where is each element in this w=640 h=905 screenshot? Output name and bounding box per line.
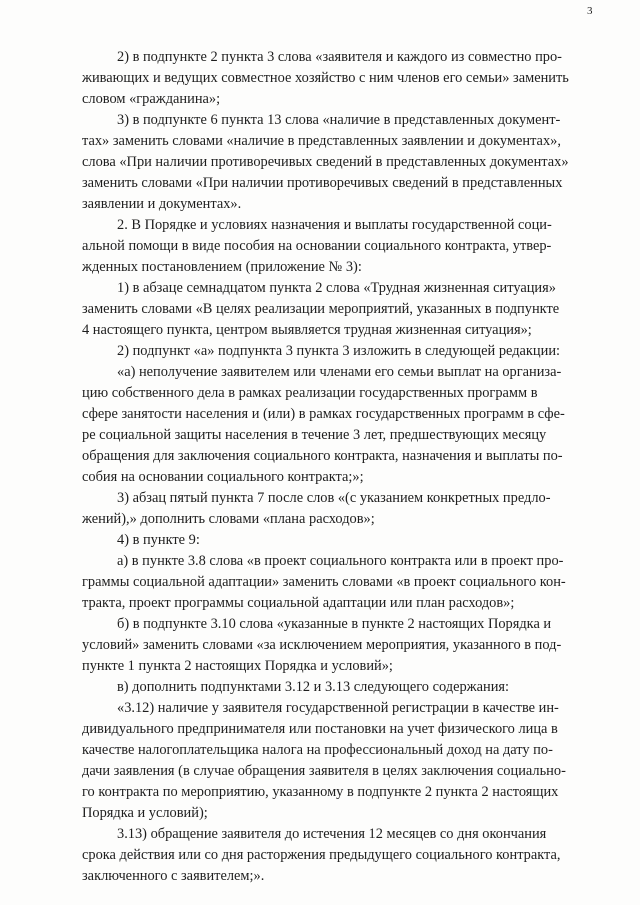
text-line: 3) абзац пятый пункта 7 после слов «(с указанием конкретных предло- — [117, 490, 551, 506]
text-line: б) в подпункте 3.10 слова «указанные в пункте 2 настоящих Порядка и — [117, 616, 552, 632]
text-line: 3) в подпункте 6 пункта 13 слова «наличие в представленных документ- — [117, 112, 561, 128]
text-line: обращения для заключения социального контракта, назначения и выплаты по- — [82, 448, 563, 464]
text-line: дивидуального предпринимателя или постановки на учет физического лица в — [82, 721, 558, 737]
text-line: 3.13) обращение заявителя до истечения 12 месяцев со дня окончания — [117, 826, 547, 842]
text-line: граммы социальной адаптации» заменить словами «в проект социального кон- — [82, 574, 566, 590]
text-line: жений),» дополнить словами «плана расходов»; — [82, 511, 375, 527]
text-line: 2) подпункт «а» подпункта 3 пункта 3 изложить в следующей редакции: — [117, 343, 561, 359]
text-line: слова «При наличии противоречивых сведений в представленных документах» — [82, 154, 569, 170]
text-line: тракта, проект программы социальной адаптации или план расходов»; — [82, 595, 515, 611]
text-line: «а) неполучение заявителем или членами его семьи выплат на организа- — [117, 364, 562, 380]
page-number: 3 — [587, 5, 593, 17]
text-line: заменить словами «При наличии противоречивых сведений в представленных — [82, 175, 563, 191]
text-line: ре социальной защиты населения в течение 3 лет, предшествующих месяцу — [82, 427, 547, 443]
text-line: заменить словами «В целях реализации мероприятий, указанных в подпункте — [82, 301, 560, 317]
text-line: дачи заявления (в случае обращения заявителя в целях заключения социально- — [82, 763, 566, 779]
text-line: качестве налогоплательщика налога на профессиональный доход на дату по- — [82, 742, 553, 758]
text-line: живающих и ведущих совместное хозяйство с ним членов его семьи» заменить — [82, 70, 569, 86]
text-line: сфере занятости населения и (или) в рамках государственных программ в сфе- — [82, 406, 565, 422]
text-line: «3.12) наличие у заявителя государственной регистрации в качестве ин- — [117, 700, 559, 716]
text-line: 2. В Порядке и условиях назначения и выплаты государственной соци- — [117, 217, 552, 233]
text-line: жденных постановлением (приложение № 3): — [82, 259, 362, 275]
text-line: го контракта по мероприятию, указанному в подпункте 2 пункта 2 настоящих — [82, 784, 559, 800]
text-line: условий» заменить словами «за исключением мероприятия, указанного в под- — [82, 637, 562, 653]
text-line: а) в пункте 3.8 слова «в проект социального контракта или в проект про- — [117, 553, 564, 569]
text-line: цию собственного дела в рамках реализации государственных программ в — [82, 385, 538, 401]
text-line: собия на основании социального контракта;»; — [82, 469, 364, 485]
text-line: 2) в подпункте 2 пункта 3 слова «заявителя и каждого из совместно про- — [117, 49, 562, 65]
text-line: пункте 1 пункта 2 настоящих Порядка и условий»; — [82, 658, 393, 674]
text-line: в) дополнить подпунктами 3.12 и 3.13 следующего содержания: — [117, 679, 510, 695]
text-line: альной помощи в виде пособия на основании социального контракта, утвер- — [82, 238, 552, 254]
text-line: 4 настоящего пункта, центром выявляется трудная жизненная ситуация»; — [82, 322, 532, 338]
text-line: 1) в абзаце семнадцатом пункта 2 слова «Трудная жизненная ситуация» — [117, 280, 556, 296]
text-line: заявлении и документах». — [82, 196, 242, 212]
text-line: тах» заменить словами «наличие в представленных заявлении и документах», — [82, 133, 561, 149]
text-line: 4) в пункте 9: — [117, 532, 200, 548]
text-line: Порядка и условий); — [82, 805, 208, 821]
text-line: срока действия или со дня расторжения предыдущего социального контракта, — [82, 847, 561, 863]
text-line: словом «гражданина»; — [82, 91, 221, 107]
text-line: заключенного с заявителем;». — [82, 868, 265, 884]
